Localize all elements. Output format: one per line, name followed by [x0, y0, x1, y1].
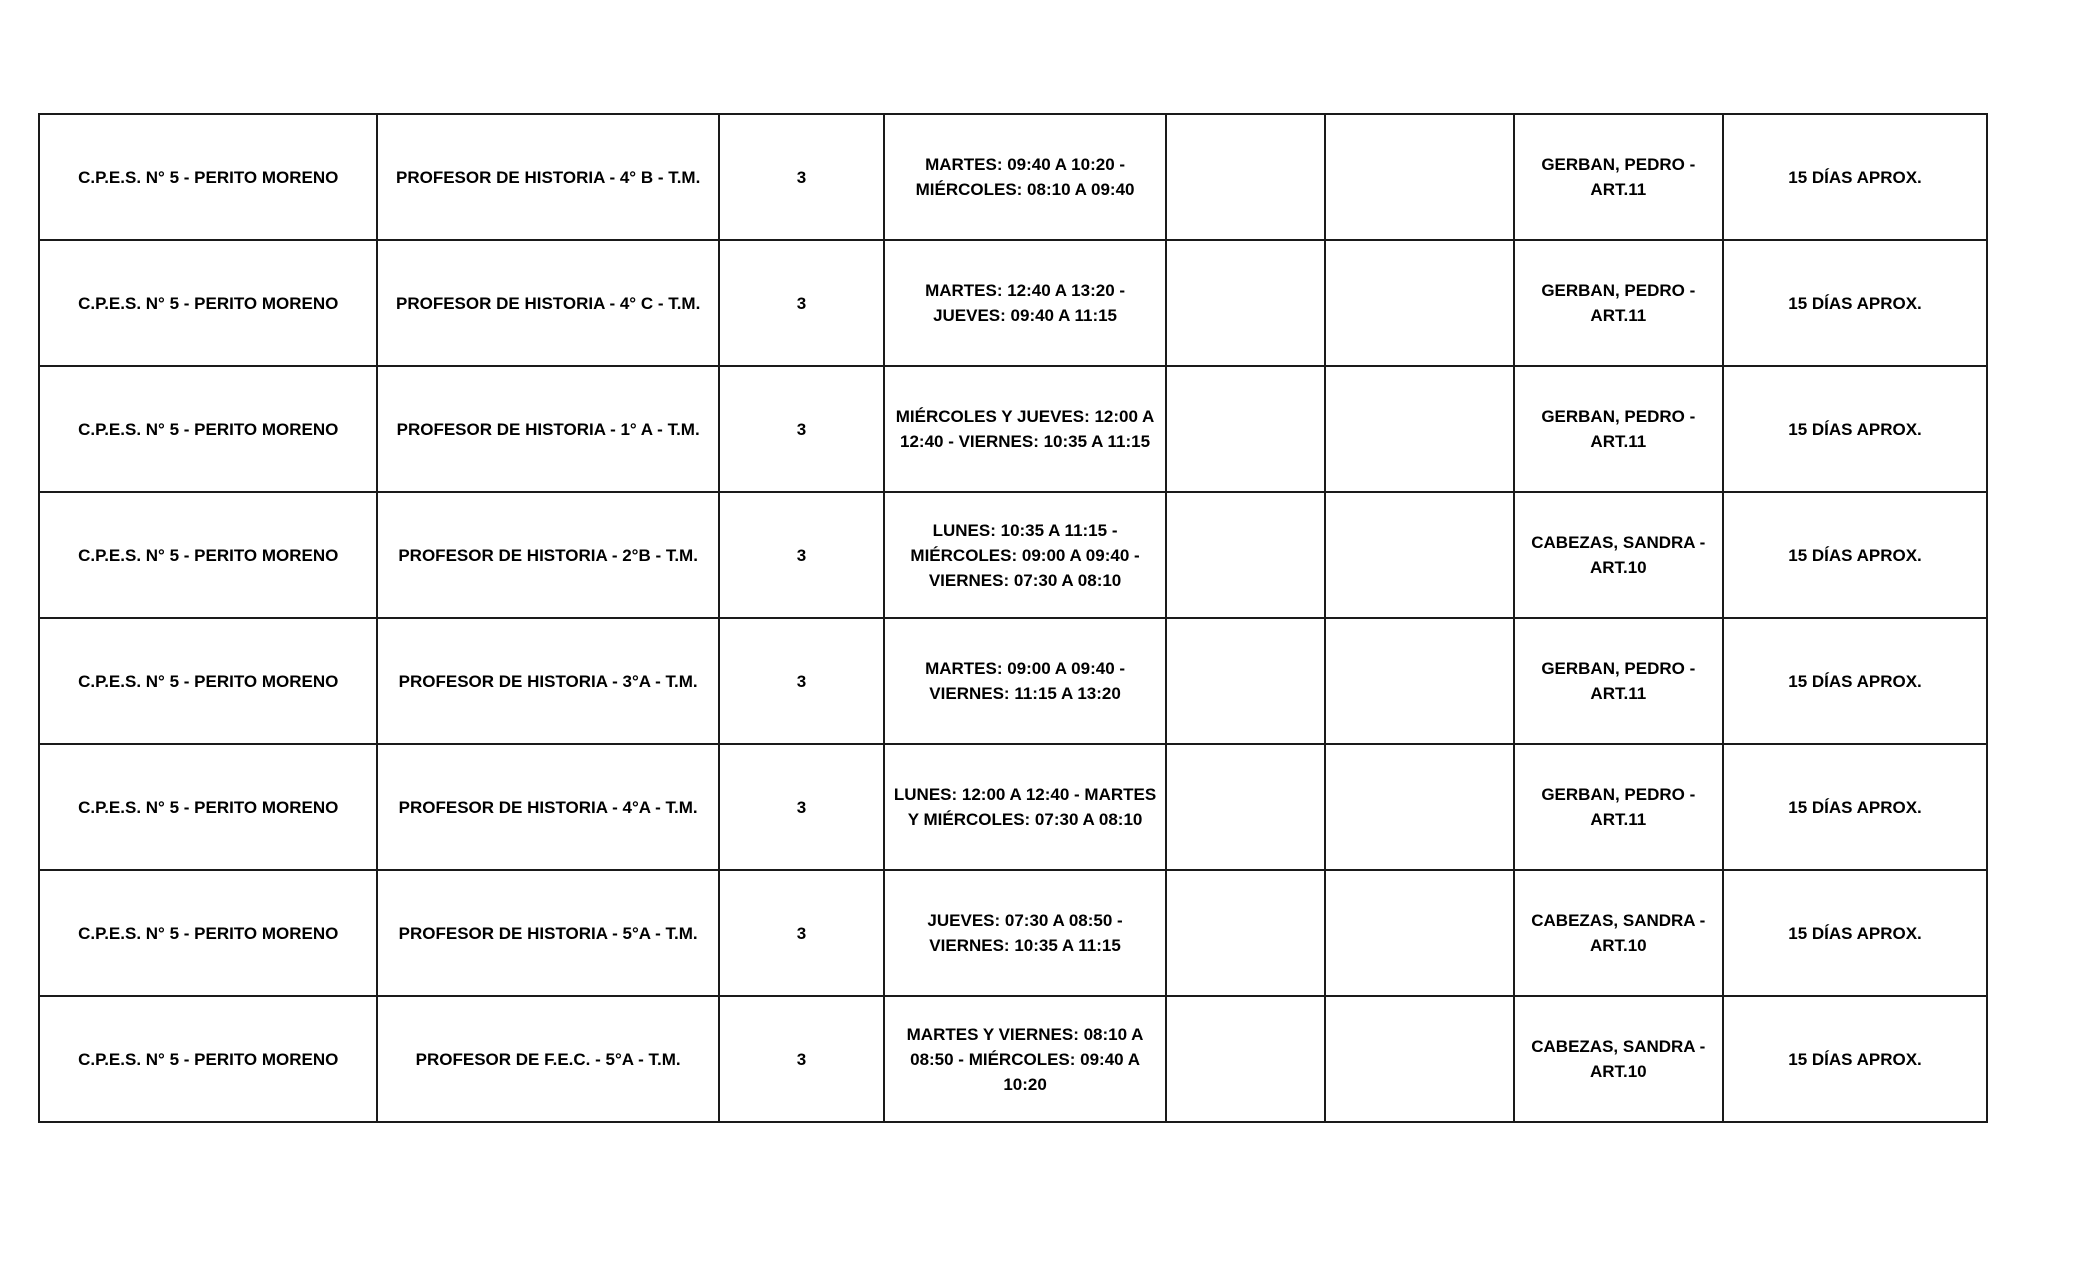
duration-cell: 15 DÍAS APROX. [1723, 366, 1987, 492]
hours-cell: 3 [719, 366, 884, 492]
school-cell: C.P.E.S. N° 5 - PERITO MORENO [39, 366, 377, 492]
empty-cell [1166, 618, 1325, 744]
hours-cell: 3 [719, 114, 884, 240]
empty-cell [1325, 870, 1513, 996]
table-row [39, 366, 1987, 492]
schedule-cell: MARTES Y VIERNES: 08:10 A 08:50 - MIÉRCOLES: 09:40 A 10:20 [884, 996, 1166, 1122]
hours-cell: 3 [719, 492, 884, 618]
vacancies-table [38, 113, 1988, 1123]
empty-cell [1325, 240, 1513, 366]
hours-cell: 3 [719, 870, 884, 996]
empty-cell [1166, 114, 1325, 240]
position-cell: PROFESOR DE HISTORIA - 3°A - T.M. [377, 618, 718, 744]
table-row [39, 114, 1987, 240]
holder-cell: CABEZAS, SANDRA - ART.10 [1514, 492, 1724, 618]
holder-cell: GERBAN, PEDRO - ART.11 [1514, 114, 1724, 240]
duration-cell: 15 DÍAS APROX. [1723, 492, 1987, 618]
duration-cell: 15 DÍAS APROX. [1723, 996, 1987, 1122]
empty-cell [1166, 366, 1325, 492]
position-cell: PROFESOR DE HISTORIA - 4°A - T.M. [377, 744, 718, 870]
empty-cell [1166, 996, 1325, 1122]
empty-cell [1325, 492, 1513, 618]
table-row [39, 996, 1987, 1122]
empty-cell [1325, 744, 1513, 870]
duration-cell: 15 DÍAS APROX. [1723, 114, 1987, 240]
empty-cell [1166, 870, 1325, 996]
table-row [39, 618, 1987, 744]
hours-cell: 3 [719, 744, 884, 870]
duration-cell: 15 DÍAS APROX. [1723, 744, 1987, 870]
position-cell: PROFESOR DE HISTORIA - 5°A - T.M. [377, 870, 718, 996]
position-cell: PROFESOR DE HISTORIA - 1° A - T.M. [377, 366, 718, 492]
holder-cell: CABEZAS, SANDRA - ART.10 [1514, 870, 1724, 996]
table-row [39, 744, 1987, 870]
empty-cell [1325, 114, 1513, 240]
schedule-cell: MARTES: 09:40 A 10:20 - MIÉRCOLES: 08:10 A 09:40 [884, 114, 1166, 240]
school-cell: C.P.E.S. N° 5 - PERITO MORENO [39, 240, 377, 366]
table-row [39, 870, 1987, 996]
school-cell: C.P.E.S. N° 5 - PERITO MORENO [39, 618, 377, 744]
holder-cell: GERBAN, PEDRO - ART.11 [1514, 618, 1724, 744]
schedule-cell: LUNES: 12:00 A 12:40 - MARTES Y MIÉRCOLES: 07:30 A 08:10 [884, 744, 1166, 870]
schedule-cell: MARTES: 09:00 A 09:40 - VIERNES: 11:15 A 13:20 [884, 618, 1166, 744]
empty-cell [1166, 744, 1325, 870]
hours-cell: 3 [719, 240, 884, 366]
school-cell: C.P.E.S. N° 5 - PERITO MORENO [39, 492, 377, 618]
school-cell: C.P.E.S. N° 5 - PERITO MORENO [39, 744, 377, 870]
duration-cell: 15 DÍAS APROX. [1723, 870, 1987, 996]
school-cell: C.P.E.S. N° 5 - PERITO MORENO [39, 870, 377, 996]
position-cell: PROFESOR DE F.E.C. - 5°A - T.M. [377, 996, 718, 1122]
table-row [39, 240, 1987, 366]
duration-cell: 15 DÍAS APROX. [1723, 618, 1987, 744]
table-row [39, 492, 1987, 618]
schedule-cell: JUEVES: 07:30 A 08:50 - VIERNES: 10:35 A 11:15 [884, 870, 1166, 996]
hours-cell: 3 [719, 618, 884, 744]
position-cell: PROFESOR DE HISTORIA - 4° C - T.M. [377, 240, 718, 366]
school-cell: C.P.E.S. N° 5 - PERITO MORENO [39, 996, 377, 1122]
empty-cell [1166, 492, 1325, 618]
duration-cell: 15 DÍAS APROX. [1723, 240, 1987, 366]
hours-cell: 3 [719, 996, 884, 1122]
schedule-cell: LUNES: 10:35 A 11:15 - MIÉRCOLES: 09:00 A 09:40 - VIERNES: 07:30 A 08:10 [884, 492, 1166, 618]
holder-cell: GERBAN, PEDRO - ART.11 [1514, 366, 1724, 492]
holder-cell: CABEZAS, SANDRA - ART.10 [1514, 996, 1724, 1122]
schedule-cell: MIÉRCOLES Y JUEVES: 12:00 A 12:40 - VIERNES: 10:35 A 11:15 [884, 366, 1166, 492]
empty-cell [1325, 366, 1513, 492]
position-cell: PROFESOR DE HISTORIA - 4° B - T.M. [377, 114, 718, 240]
position-cell: PROFESOR DE HISTORIA - 2°B - T.M. [377, 492, 718, 618]
empty-cell [1325, 618, 1513, 744]
schedule-cell: MARTES: 12:40 A 13:20 - JUEVES: 09:40 A 11:15 [884, 240, 1166, 366]
school-cell: C.P.E.S. N° 5 - PERITO MORENO [39, 114, 377, 240]
table-body [39, 114, 1987, 1122]
holder-cell: GERBAN, PEDRO - ART.11 [1514, 744, 1724, 870]
empty-cell [1325, 996, 1513, 1122]
holder-cell: GERBAN, PEDRO - ART.11 [1514, 240, 1724, 366]
empty-cell [1166, 240, 1325, 366]
